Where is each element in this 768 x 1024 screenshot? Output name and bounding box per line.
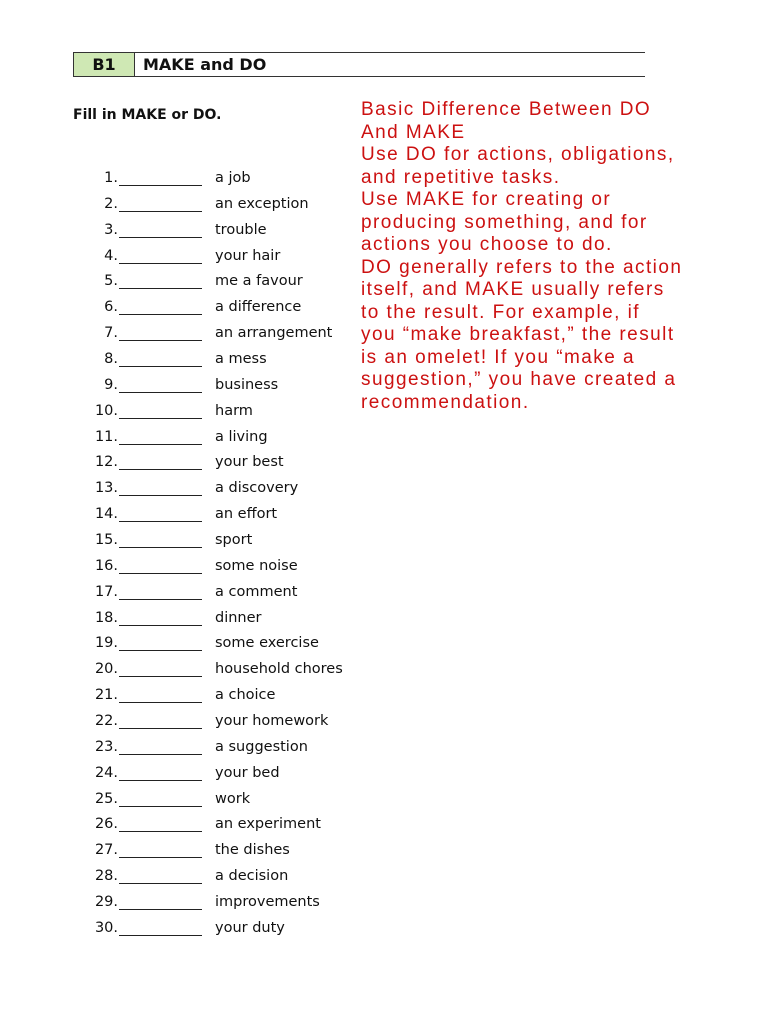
- item-phrase: sport: [215, 532, 253, 549]
- item-phrase: business: [215, 376, 279, 393]
- exercise-item: [0, 709, 360, 735]
- answer-blank[interactable]: [119, 883, 202, 884]
- answer-blank[interactable]: [119, 573, 202, 574]
- item-number: 1.: [104, 170, 118, 186]
- answer-blank[interactable]: [119, 521, 202, 522]
- item-phrase: improvements: [215, 894, 320, 911]
- exercise-item: [0, 192, 360, 218]
- exercise-item: [0, 787, 360, 813]
- note-line: and repetitive tasks.: [361, 166, 561, 188]
- answer-blank[interactable]: [119, 547, 202, 548]
- item-number: 2.: [104, 195, 118, 212]
- note-line: producing something, and for: [361, 211, 648, 233]
- item-phrase: a decision: [215, 868, 289, 885]
- exercise-item: [0, 735, 360, 761]
- answer-blank[interactable]: [119, 754, 202, 755]
- item-number: 19.: [94, 635, 118, 652]
- exercise-item: [0, 450, 360, 476]
- item-number: 20.: [94, 661, 118, 678]
- exercise-item: [0, 657, 360, 683]
- exercise-item: [0, 321, 360, 347]
- exercise-item: [0, 812, 360, 838]
- note-line: is an omelet! If you “make a: [361, 346, 635, 368]
- answer-blank[interactable]: [119, 211, 202, 212]
- item-number: 5.: [104, 273, 118, 290]
- exercise-list: [0, 166, 360, 942]
- item-phrase: a job: [215, 170, 251, 186]
- exercise-item: [0, 838, 360, 864]
- item-phrase: household chores: [215, 661, 343, 678]
- answer-blank[interactable]: [119, 728, 202, 729]
- answer-blank[interactable]: [119, 314, 202, 315]
- item-number: 3.: [104, 221, 118, 238]
- item-phrase: a living: [215, 428, 268, 445]
- item-number: 7.: [104, 325, 118, 342]
- answer-blank[interactable]: [119, 650, 202, 651]
- note-line: Use MAKE for creating or: [361, 189, 612, 210]
- item-phrase: a discovery: [215, 480, 299, 497]
- answer-blank[interactable]: [119, 366, 202, 367]
- worksheet-title: MAKE and DO: [143, 55, 267, 74]
- item-phrase: a suggestion: [215, 738, 308, 755]
- exercise-item: [0, 683, 360, 709]
- item-phrase: some exercise: [215, 635, 319, 652]
- item-phrase: dinner: [215, 609, 262, 626]
- exercise-item: [0, 166, 360, 192]
- item-number: 30.: [94, 919, 118, 936]
- exercise-item: [0, 554, 360, 580]
- item-phrase: an arrangement: [215, 325, 333, 342]
- item-number: 21.: [94, 687, 118, 704]
- item-phrase: me a favour: [215, 273, 303, 290]
- item-phrase: a mess: [215, 351, 267, 368]
- item-phrase: your best: [215, 454, 284, 471]
- exercise-item: [0, 606, 360, 632]
- answer-blank[interactable]: [119, 599, 202, 600]
- item-phrase: your duty: [215, 919, 285, 936]
- exercise-item: [0, 425, 360, 451]
- note-line: to the result. For example, if: [361, 301, 640, 323]
- level-badge: B1: [73, 53, 135, 76]
- exercise-item: [0, 502, 360, 528]
- item-phrase: a difference: [215, 299, 302, 316]
- exercise-item: [0, 580, 360, 606]
- answer-blank[interactable]: [119, 806, 202, 807]
- exercise-item: [0, 761, 360, 787]
- item-number: 26.: [94, 816, 118, 833]
- exercise-item: [0, 631, 360, 657]
- answer-blank[interactable]: [119, 909, 202, 910]
- explanation-note: [361, 99, 761, 414]
- item-phrase: work: [215, 790, 251, 807]
- worksheet-header: [73, 52, 645, 77]
- note-line: you “make breakfast,” the result: [361, 324, 675, 345]
- exercise-item: [0, 347, 360, 373]
- answer-blank[interactable]: [119, 857, 202, 858]
- answer-blank[interactable]: [119, 935, 202, 936]
- item-number: 15.: [94, 532, 118, 549]
- exercise-item: [0, 399, 360, 425]
- instructions: Fill in MAKE or DO.: [73, 107, 222, 123]
- answer-blank[interactable]: [119, 831, 202, 832]
- answer-blank[interactable]: [119, 702, 202, 703]
- item-number: 29.: [94, 894, 118, 911]
- item-phrase: your homework: [215, 713, 329, 730]
- exercise-item: [0, 864, 360, 890]
- answer-blank[interactable]: [119, 780, 202, 781]
- answer-blank[interactable]: [119, 676, 202, 677]
- answer-blank[interactable]: [119, 237, 202, 238]
- exercise-item: [0, 528, 360, 554]
- item-number: 11.: [94, 428, 118, 445]
- exercise-item: [0, 244, 360, 270]
- item-number: 28.: [94, 868, 118, 885]
- item-phrase: harm: [215, 402, 253, 419]
- item-phrase: an experiment: [215, 816, 321, 833]
- note-line: Use DO for actions, obligations,: [361, 144, 675, 165]
- item-phrase: your hair: [215, 247, 281, 264]
- answer-blank[interactable]: [119, 288, 202, 289]
- note-line: suggestion,” you have created a: [361, 369, 677, 390]
- item-number: 27.: [94, 842, 118, 859]
- exercise-item: [0, 476, 360, 502]
- item-number: 10.: [94, 402, 118, 419]
- exercise-item: [0, 295, 360, 321]
- answer-blank[interactable]: [119, 495, 202, 496]
- answer-blank[interactable]: [119, 392, 202, 393]
- answer-blank[interactable]: [119, 418, 202, 419]
- item-phrase: a comment: [215, 583, 298, 600]
- exercise-item: [0, 890, 360, 916]
- item-number: 16.: [94, 557, 118, 574]
- item-phrase: some noise: [215, 557, 298, 574]
- item-number: 18.: [94, 609, 118, 626]
- answer-blank[interactable]: [119, 263, 202, 264]
- item-number: 14.: [94, 506, 118, 523]
- note-line: itself, and MAKE usually refers: [361, 279, 665, 300]
- answer-blank[interactable]: [119, 625, 202, 626]
- item-number: 22.: [94, 713, 118, 730]
- item-number: 17.: [94, 583, 118, 600]
- note-line: DO generally refers to the action: [361, 256, 683, 278]
- item-number: 9.: [104, 376, 118, 393]
- item-number: 23.: [94, 738, 118, 755]
- note-line: Basic Difference Between DO: [361, 99, 652, 120]
- item-phrase: a choice: [215, 687, 276, 704]
- item-number: 13.: [94, 480, 118, 497]
- item-number: 6.: [104, 299, 118, 316]
- exercise-item: [0, 269, 360, 295]
- item-phrase: trouble: [215, 221, 267, 238]
- answer-blank[interactable]: [119, 444, 202, 445]
- exercise-item: [0, 373, 360, 399]
- answer-blank[interactable]: [119, 185, 202, 186]
- item-number: 25.: [94, 790, 118, 807]
- note-line: actions you choose to do.: [361, 234, 613, 255]
- exercise-item: [0, 916, 360, 942]
- item-number: 4.: [104, 247, 118, 264]
- item-phrase: the dishes: [215, 842, 290, 859]
- item-number: 24.: [94, 764, 118, 781]
- item-phrase: an exception: [215, 195, 309, 212]
- answer-blank[interactable]: [119, 340, 202, 341]
- note-line: recommendation.: [361, 391, 530, 413]
- exercise-item: [0, 218, 360, 244]
- note-line: And MAKE: [361, 121, 466, 143]
- item-phrase: your bed: [215, 764, 280, 781]
- item-number: 12.: [94, 454, 118, 471]
- item-number: 8.: [104, 351, 118, 368]
- answer-blank[interactable]: [119, 469, 202, 470]
- item-phrase: an effort: [215, 506, 278, 523]
